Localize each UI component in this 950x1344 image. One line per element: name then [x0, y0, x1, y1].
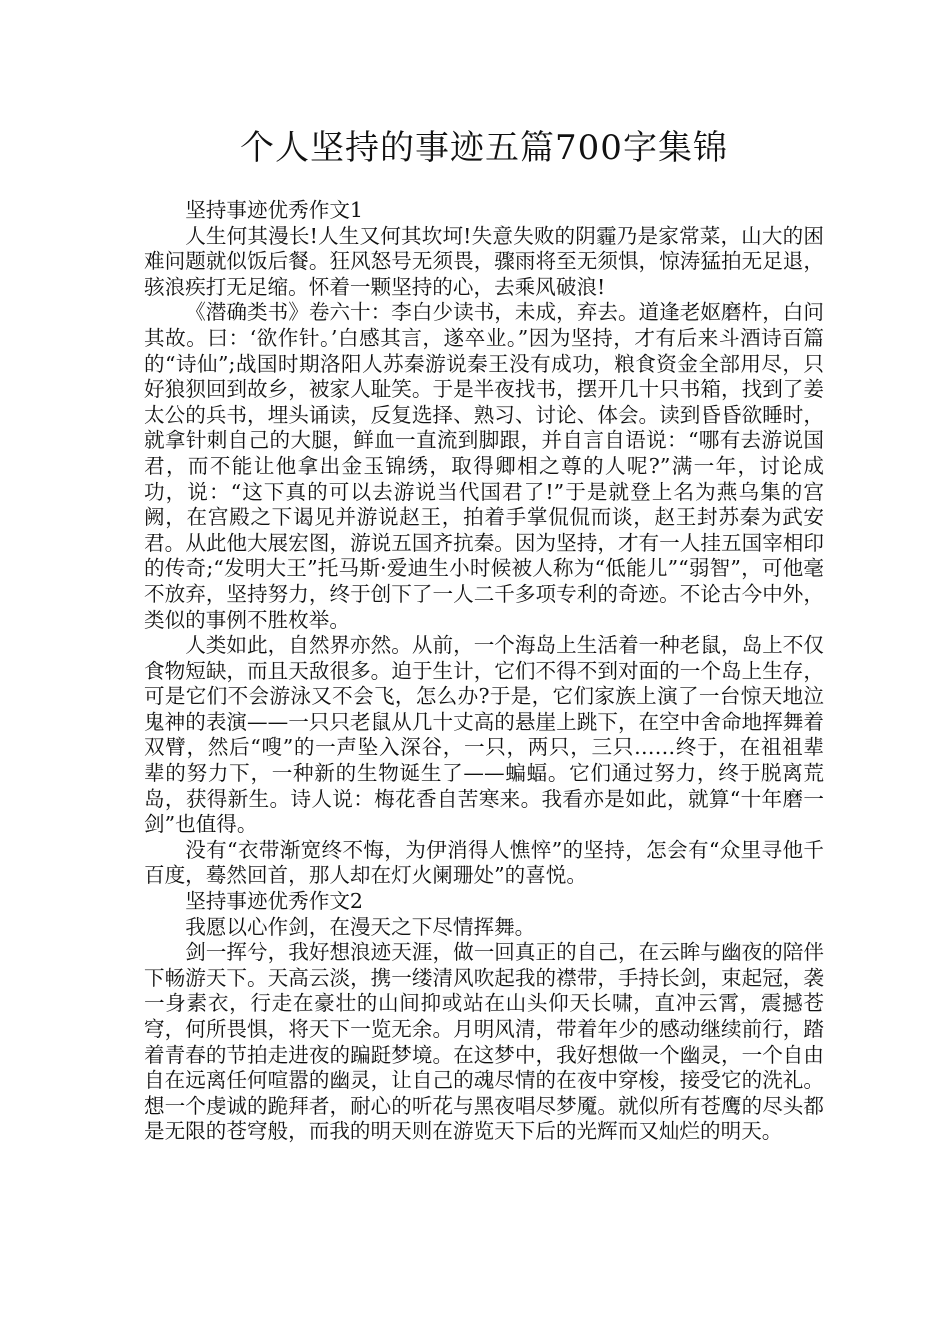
- paragraph: 没有“衣带渐宽终不悔，为伊消得人憔悴”的坚持，怎会有“众里寻他千百度，蓦然回首，那人却在灯火阑珊处”的喜悦。: [144, 837, 824, 888]
- paragraph: 人生何其漫长!人生又何其坎坷!失意失败的阴霾乃是家常菜，山大的困难问题就似饭后餐。狂风怒号无须畏，骤雨将至无须惧，惊涛猛拍无足退，骇浪疾打无足缩。怀着一颗坚持的心，去乘风破浪!: [144, 223, 824, 299]
- section-1: [144, 198, 824, 889]
- paragraph: 剑一挥兮，我好想浪迹天涯，做一回真正的自己，在云眸与幽夜的陪伴下畅游天下。天高云淡，携一缕清风吹起我的襟带，手持长剑，束起冠，袭一身素衣，行走在豪壮的山间抑或站在山头仰天长啸，直冲云霄，震撼苍穹，何所畏惧，将天下一览无余。月明风清，带着年少的感动继续前行，踏着青春的节拍走进夜的蹁跹梦境。在这梦中，我好想做一个幽灵，一个自由自在远离任何喧嚣的幽灵，让自己的魂尽情的在夜中穿梭，接受它的洗礼。想一个虔诚的跪拜者，耐心的听花与黑夜唱尽梦魇。就似所有苍鹰的尽头都是无限的苍穹般，而我的明天则在游览天下后的光辉而又灿烂的明天。: [144, 940, 824, 1144]
- section-heading: 坚持事迹优秀作文1: [185, 198, 364, 222]
- section-heading: 坚持事迹优秀作文2: [185, 889, 364, 914]
- paragraph: 人类如此，自然界亦然。从前，一个海岛上生活着一种老鼠，岛上不仅食物短缺，而且天敌很多。迫于生计，它们不得不到对面的一个岛上生存，可是它们不会游泳又不会飞，怎么办?于是，它们家族上演了一台惊天地泣鬼神的表演——一只只老鼠从几十丈高的悬崖上跳下，在空中舍命地挥舞着双臂，然后“嗖”的一声坠入深谷，一只，两只，三只……终于，在祖祖辈辈的努力下，一种新的生物诞生了——蝙蝠。它们通过努力，终于脱离荒岛，获得新生。诗人说：梅花香自苦寒来。我看亦是如此，就算“十年磨一剑”也值得。: [144, 633, 824, 837]
- document-page: [144, 120, 824, 1145]
- section-2: [144, 889, 824, 1145]
- paragraph: 《潜确类书》卷六十：李白少读书，未成，弃去。道逢老妪磨杵，白问其故。曰：‘欲作针。’白感其言，遂卒业。”因为坚持，才有后来斗酒诗百篇的“诗仙”;战国时期洛阳人苏秦游说秦王没有成功，粮食资金全部用尽，只好狼狈回到故乡，被家人耻笑。于是半夜找书，摆开几十只书箱，找到了姜太公的兵书，埋头诵读，反复选择、熟习、讨论、体会。读到昏昏欲睡时，就拿针刺自己的大腿，鲜血一直流到脚跟，并自言自语说：“哪有去游说国君，而不能让他拿出金玉锦绣，取得卿相之尊的人呢?”满一年，讨论成功，说：“这下真的可以去游说当代国君了!”于是就登上名为燕乌集的宫阙，在宫殿之下谒见并游说赵王，拍着手掌侃侃而谈，赵王封苏秦为武安君。从此他大展宏图，游说五国齐抗秦。因为坚持，才有一人挂五国宰相印的传奇;“发明大王”托马斯·爱迪生小时候被人称为“低能儿”“弱智”，可他毫不放弃，坚持努力，终于创下了一人二千多项专利的奇迹。不论古今中外，类似的事例不胜枚举。: [144, 300, 824, 632]
- document-title: 个人坚持的事迹五篇700字集锦: [240, 128, 728, 168]
- paragraph: 我愿以心作剑，在漫天之下尽情挥舞。: [185, 914, 536, 939]
